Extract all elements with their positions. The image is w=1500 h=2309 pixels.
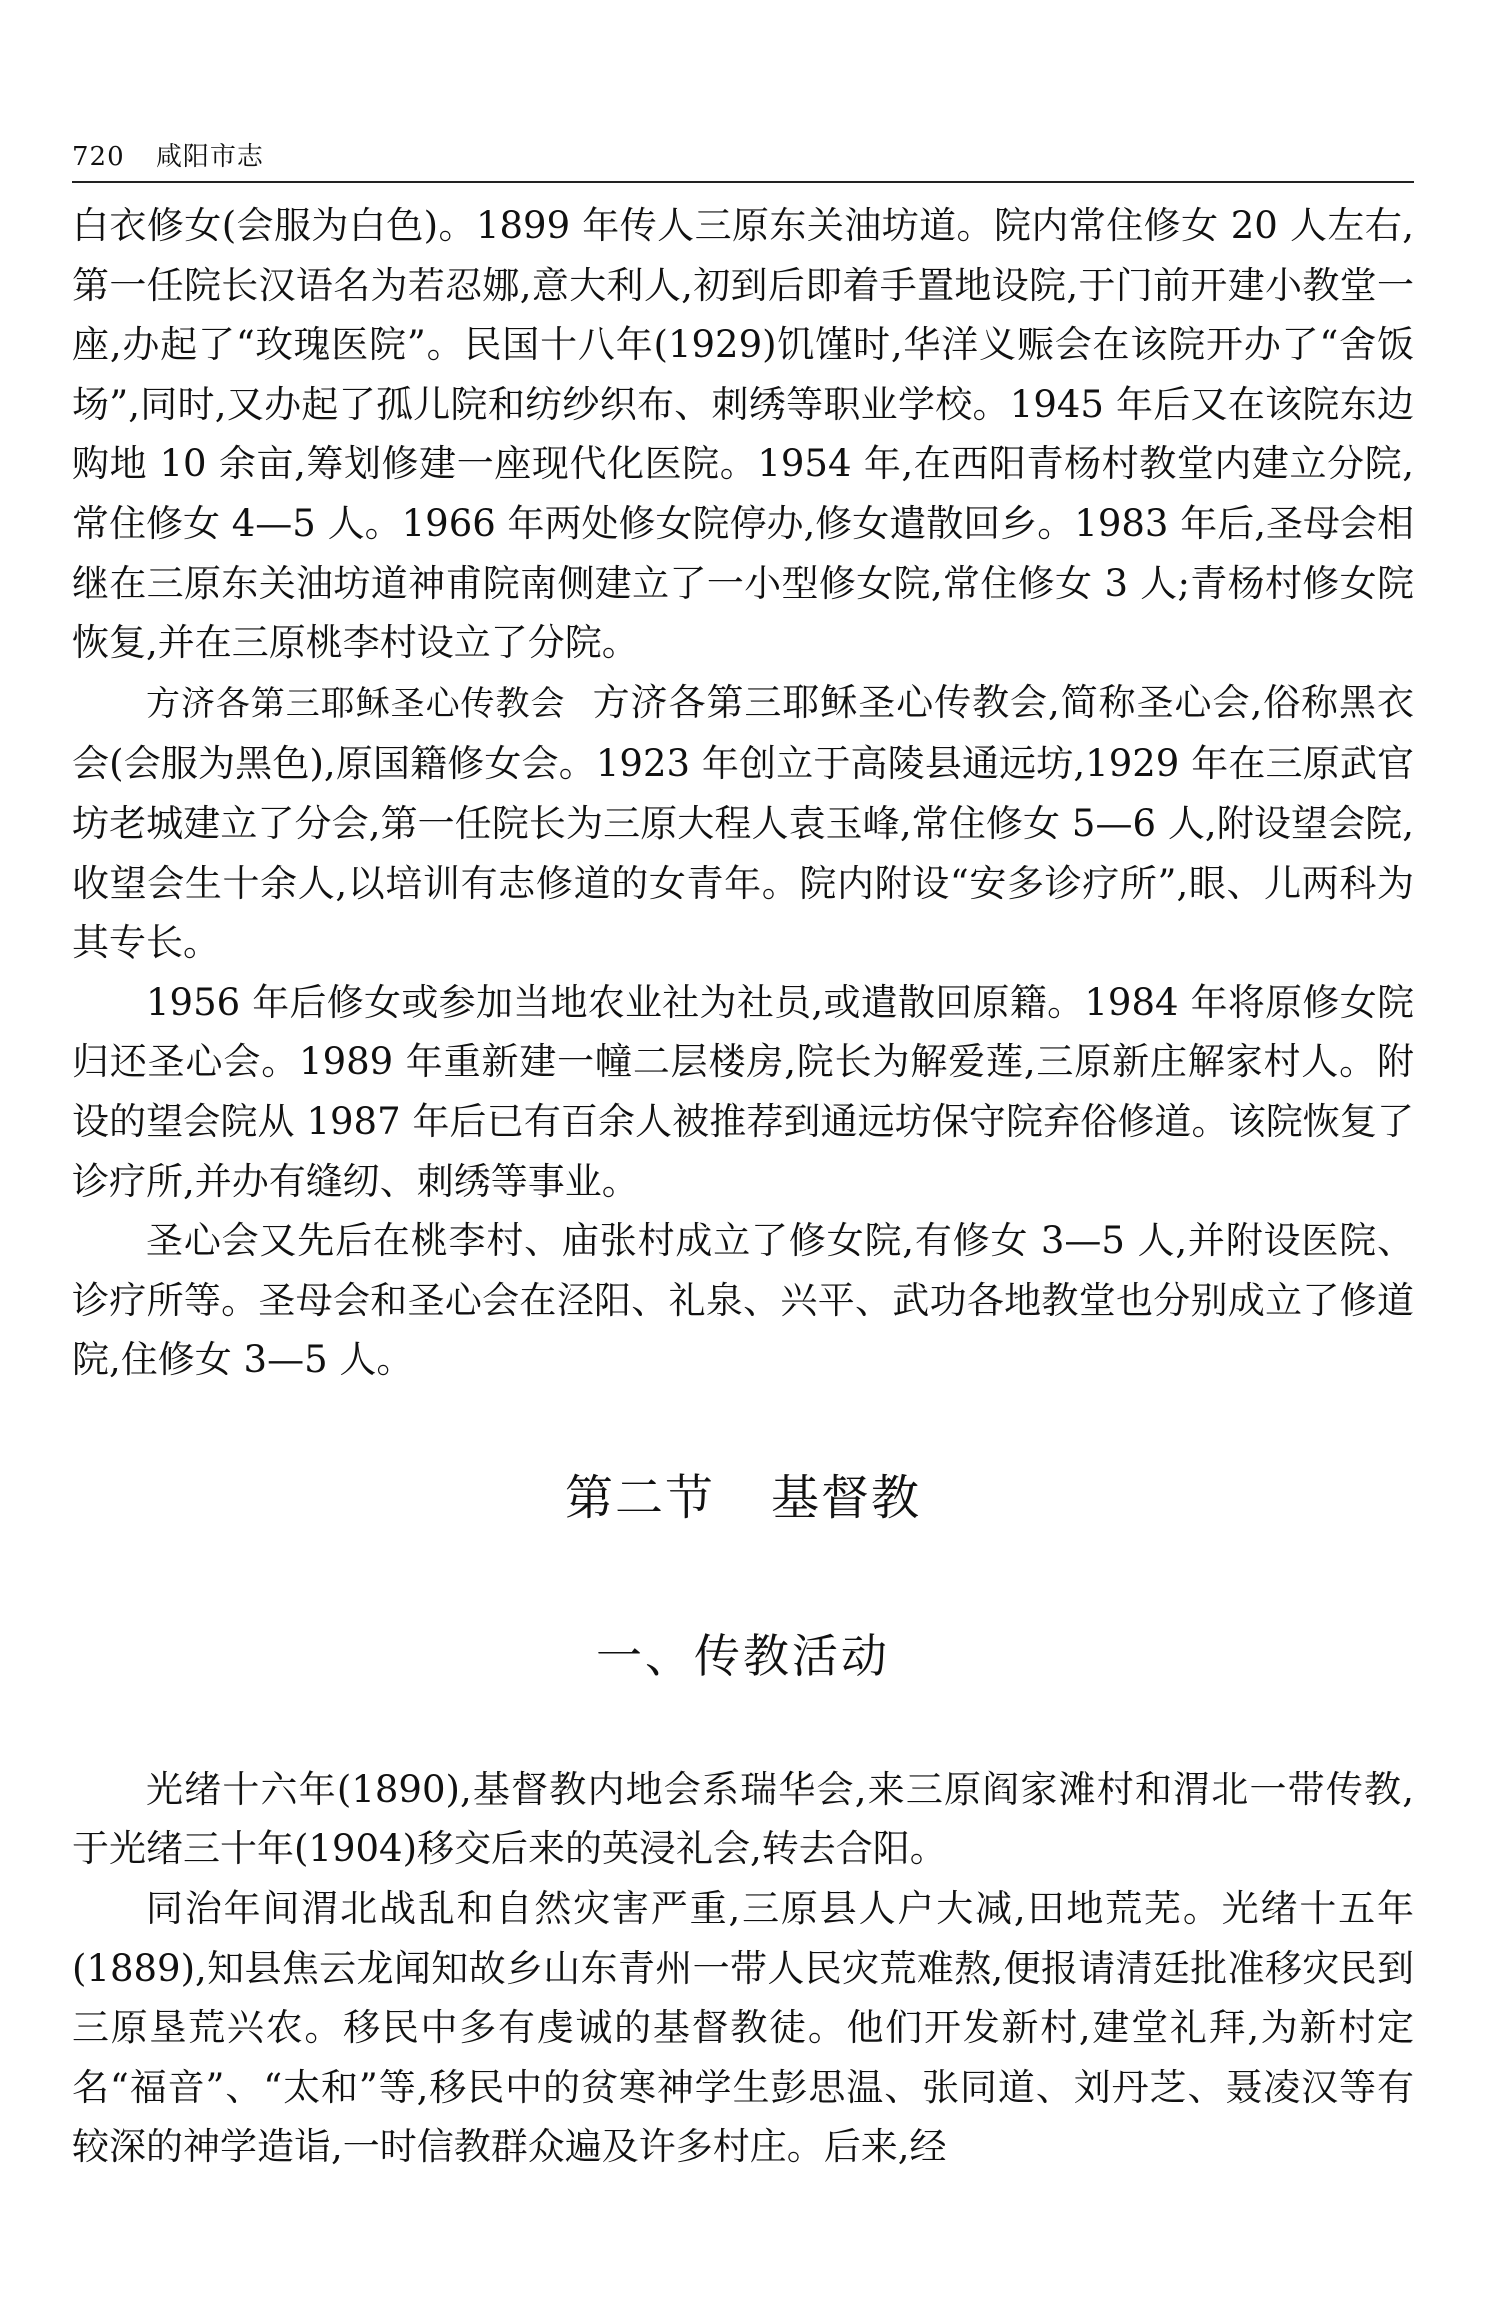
subsection-heading: 一、传教活动 (596, 1628, 890, 1683)
paragraph: 白衣修女(会服为白色)。1899 年传人三原东关油坊道。院内常住修女 20 人左右,第一任院长汉语名为若忍娜,意大利人,初到后即着手置地设院,于门前开建小教堂一座,办起了“玫瑰医院”。民国十八年(1929)饥馑时,华洋义赈会在该院开办了“舍饭场”,同时,又办起了孤儿院和纺纱织布、刺绣等职业学校。1945 年后又在该院东边购地 10 余亩,筹划修建一座现代化医院。1954 年,在西阳青杨村教堂内建立分院,常住修女 4—5 人。1966 年两处修女院停办,修女遣散回乡。1983 年后,圣母会相继在三原东关油坊道神甫院南侧建立了一小型修女院,常住修女 3 人;青杨村修女院恢复,并在三原桃李村设立了分院。 (72, 204, 1414, 665)
page-number: 720 (72, 142, 125, 172)
header-divider (72, 181, 1414, 183)
paragraph: 同治年间渭北战乱和自然灾害严重,三原县人户大减,田地荒芜。光绪十五年(1889),知县焦云龙闻知故乡山东青州一带人民灾荒难熬,便报请清廷批准移灾民到三原垦荒兴农。移民中多有虔诚的基督教徒。他们开发新村,建堂礼拜,为新村定名“福音”、“太和”等,移民中的贫寒神学生彭思温、张同道、刘丹芝、聂凌汉等有较深的神学造诣,一时信教群众遍及许多村庄。后来,经 (72, 1887, 1414, 2169)
section-heading (72, 1468, 1414, 1528)
paragraph: 光绪十六年(1890),基督教内地会系瑞华会,来三原阎家滩村和渭北一带传教,于光绪三十年(1904)移交后来的英浸礼会,转去合阳。 (72, 1767, 1414, 1871)
running-header (72, 136, 264, 173)
book-title: 咸阳市志 (155, 142, 264, 172)
section-number: 第二节 (564, 1469, 715, 1526)
section-title: 基督教 (771, 1469, 922, 1526)
paragraph: 1956 年后修女或参加当地农业社为社员,或遣散回原籍。1984 年将原修女院归还圣心会。1989 年重新建一幢二层楼房,院长为解爱莲,三原新庄解家村人。附设的望会院从 1987 年后已有百余人被推荐到通远坊保守院弃俗修道。该院恢复了诊疗所,并办有缝纫、刺绣等事业。 (72, 980, 1414, 1203)
paragraph: 圣心会又先后在桃李村、庙张村成立了修女院,有修女 3—5 人,并附设医院、诊疗所等。圣母会和圣心会在泾阳、礼泉、兴平、武功各地教堂也分别成立了修道院,住修女 3—5 人。 (72, 1219, 1414, 1382)
paragraph-text: 方济各第三耶稣圣心传教会,简称圣心会,俗称黑衣会(会服为黑色),原国籍修女会。1923 年创立于高陵县通远坊,1929 年在三原武官坊老城建立了分会,第一任院长为三原大程人袁玉峰,常住修女 5—6 人,附设望会院,收望会生十余人,以培训有志修道的女青年。院内附设“安多诊疗所”,眼、儿两科为其专长。 (72, 680, 1415, 965)
lead-term: 方济各第三耶稣圣心传教会 (146, 683, 566, 724)
body-text (72, 196, 1414, 2177)
paragraph (72, 673, 1414, 973)
